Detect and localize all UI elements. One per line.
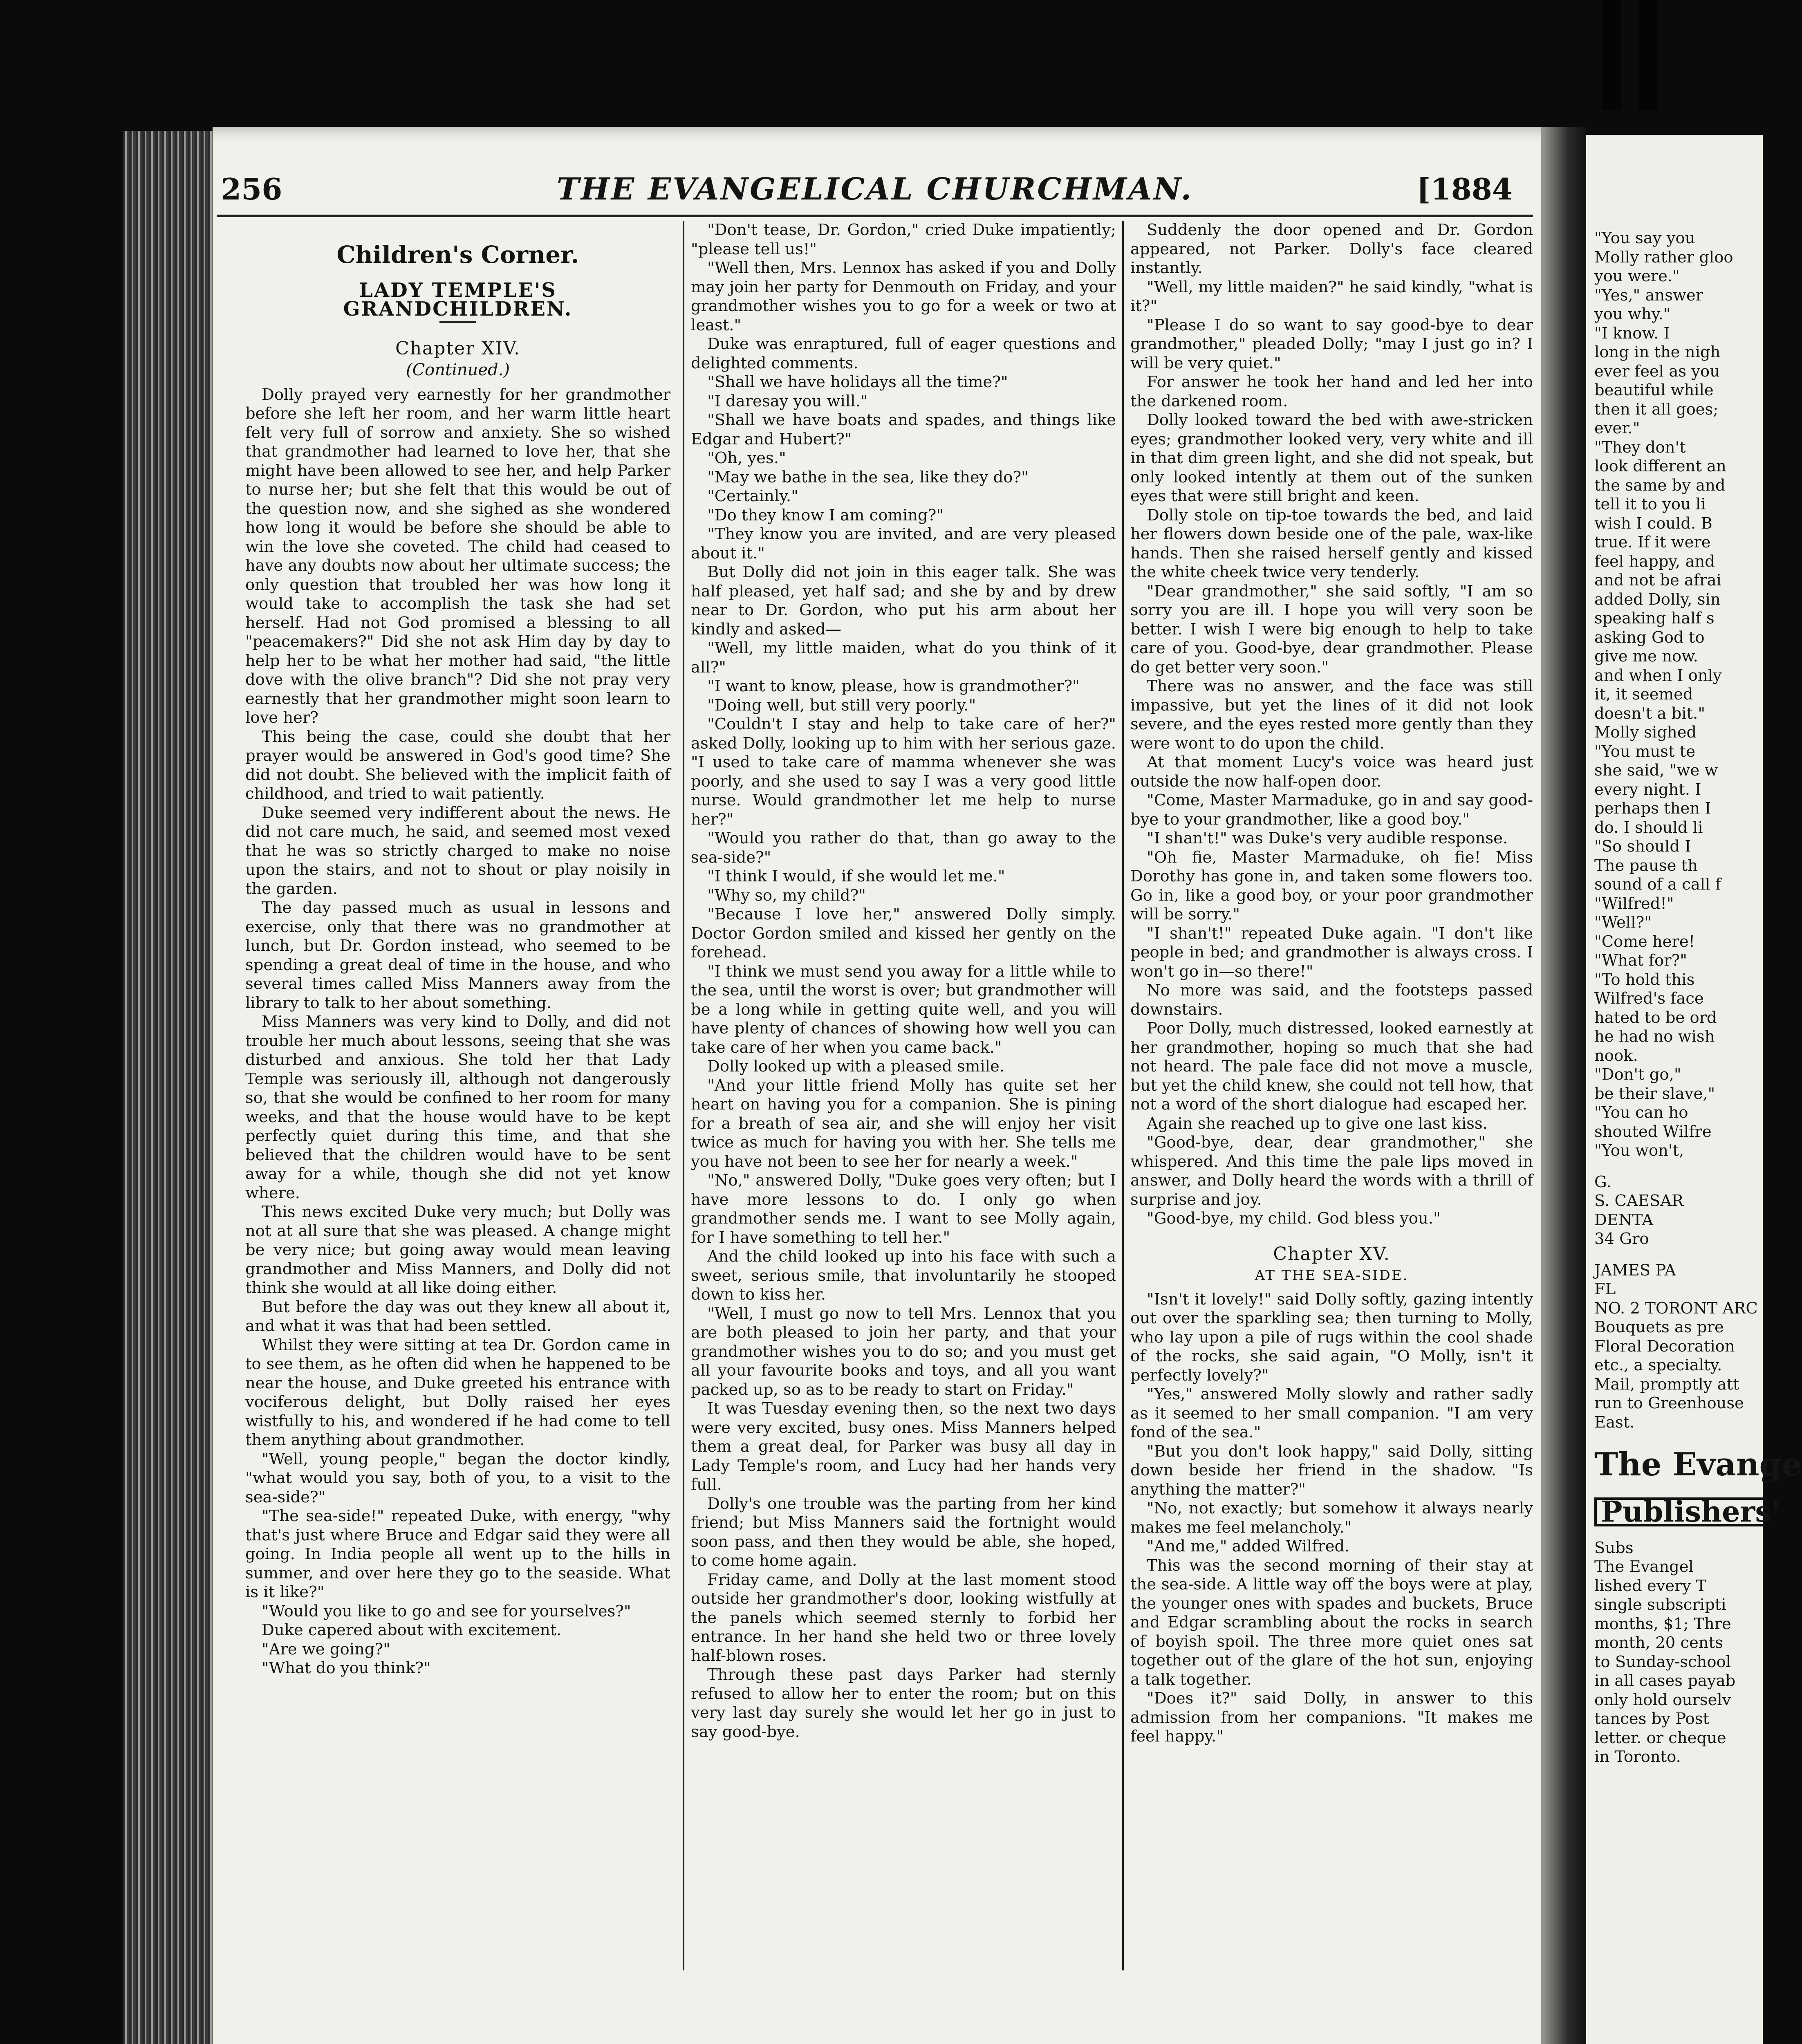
paragraph: "Would you like to go and see for yourselves?" xyxy=(262,1602,631,1620)
fragment-line: shouted Wilfre xyxy=(1594,1122,1712,1141)
fragment-line: "You can ho xyxy=(1594,1103,1688,1122)
paragraph: "Well, I must go now to tell Mrs. Lennox that you are both pleased to join her party, and that your grandmother wishes you to do so; and you must get all your favourite books and toys, and all you want packed up, so as to be ready to start on Friday." xyxy=(691,1304,1116,1399)
paragraph: "Because I love her," answered Dolly simply. Doctor Gordon smiled and kissed her gently on the forehead. xyxy=(691,905,1116,961)
paragraph: "What do you think?" xyxy=(262,1659,431,1677)
fragment-line: look different an xyxy=(1594,457,1726,475)
title-rule xyxy=(439,321,476,323)
fragment-line: in Toronto. xyxy=(1594,1748,1681,1766)
paragraph: Duke was enraptured, full of eager questions and delighted comments. xyxy=(691,335,1116,372)
fragment-line: single subscripti xyxy=(1594,1596,1726,1614)
issue-year: [1884 xyxy=(1416,172,1513,206)
paragraph: Dolly stole on tip-toe towards the bed, and laid her flowers down beside one of the pale, wax-like hands. Then she raised herself gently and kissed the white cheek twice very tenderly. xyxy=(1130,506,1533,581)
fragment-line: it, it seemed xyxy=(1594,685,1693,704)
fragment-line: DENTA xyxy=(1594,1210,1654,1229)
facing-page-text xyxy=(1594,229,1802,1767)
fragment-line: "I know. I xyxy=(1594,324,1670,343)
paragraph: "Do they know I am coming?" xyxy=(707,506,944,524)
page-edge-stack xyxy=(123,131,221,2044)
fragment-line: The Evangel xyxy=(1594,1558,1694,1576)
fragment-line: NO. 2 TORONT ARC xyxy=(1594,1299,1758,1318)
column-3-text-continued xyxy=(1130,1290,1533,1746)
column-rule xyxy=(1122,221,1124,1970)
paragraph: "And me," added Wilfred. xyxy=(1147,1537,1350,1555)
paragraph: Dolly's one trouble was the parting from her kind friend; but Miss Manners said the fortnight would soon pass, and then they would be able, she hoped, to come home again. xyxy=(691,1494,1116,1570)
fragment-line: and not be afrai xyxy=(1594,571,1721,589)
fragment-line: letter. or cheque xyxy=(1594,1728,1726,1747)
fragment-line: tell it to you li xyxy=(1594,495,1706,513)
paragraph: Duke seemed very indifferent about the news. He did not care much, he said, and seemed most vexed that he was so strictly charged to make no noise upon the stairs, and not to shout or play noisily in the garden. xyxy=(245,803,670,898)
chapter-heading: Chapter XIV. xyxy=(395,338,520,359)
paragraph: "Couldn't I stay and help to take care of her?" asked Dolly, looking up to him with her serious gaze. "I used to take care of mamma whenever she was poorly, and she used to say I was a very good little nurse. Would grandmother let me help to nurse her?" xyxy=(691,715,1116,829)
paragraph: "Would you rather do that, than go away to the sea-side?" xyxy=(691,829,1116,867)
paragraph: Miss Manners was very kind to Dolly, and did not trouble her much about lessons, seeing that she was disturbed and anxious. She told her that Lady Temple was seriously ill, although not dangerously so, that she would be confined to her room for many weeks, and that the house would have to be kept perfectly quiet during this time, and that she believed that the children would have to be sent away for a while, though she did not yet know where. xyxy=(245,1013,670,1202)
fragment-line: "Come here! xyxy=(1594,932,1695,951)
fragment-line: beautiful while xyxy=(1594,381,1714,399)
paragraph: This news excited Duke very much; but Dolly was not at all sure that she was pleased. A change might be very nice; but going away would mean leaving grandmother and Miss Manners, and Dolly did not think she would at all like doing either. xyxy=(245,1203,670,1297)
fragment-line: ever feel as you xyxy=(1594,362,1720,381)
fragment-line: "What for?" xyxy=(1594,951,1687,970)
paragraph: "Oh fie, Master Marmaduke, oh fie! Miss Dorothy has gone in, and taken some flowers too. Go in, like a good boy, or your poor grandmother will be sorry." xyxy=(1130,848,1533,923)
fragment-line: give me now. xyxy=(1594,647,1698,666)
fragment-line: Floral Decoration xyxy=(1594,1337,1735,1356)
paragraph: Dolly looked up with a pleased smile. xyxy=(707,1057,1005,1076)
ad-heading: The Evange xyxy=(1594,1446,1802,1483)
page-number: 256 xyxy=(221,172,282,206)
fragment-line: feel happy, and xyxy=(1594,552,1715,571)
fragment-line: "Wilfred!" xyxy=(1594,894,1674,913)
fragment-line: S. CAESAR xyxy=(1594,1192,1684,1210)
paragraph: This was the second morning of their stay at the sea-side. A little way off the boys were at play, the younger ones with spades and buckets, Bruce and Edgar scrambling about the rocks in search of boyish spoil. The three more quiet ones sat together out of the glare of the hot sun, enjoying a talk together. xyxy=(1130,1556,1533,1689)
fragment-line: only hold ourselv xyxy=(1594,1690,1731,1709)
fragment-line: Subs xyxy=(1594,1538,1634,1557)
fragment-line: "You won't, xyxy=(1594,1141,1684,1160)
paragraph: "No," answered Dolly, "Duke goes very often; but I have more lessons to do. I only go when grandmother sends me. I want to see Molly again, for I have something to tell her." xyxy=(691,1171,1116,1247)
book-gutter xyxy=(1541,127,1586,2044)
paragraph: The day passed much as usual in lessons and exercise, only that there was no grandmother at lunch, but Dr. Gordon instead, who seemed to be spending a great deal of time in the house, and who several times called Miss Manners away from the library to talk to her about something. xyxy=(245,899,670,1012)
fragment-block xyxy=(1594,1173,1766,1249)
fragment-line: doesn't a bit." xyxy=(1594,704,1706,723)
fragment-line: perhaps then I xyxy=(1594,799,1711,818)
paragraph: For answer he took her hand and led her into the darkened room. xyxy=(1130,373,1533,410)
facing-page-fragment xyxy=(1586,135,1802,2044)
paragraph: Again she reached up to give one last kiss. xyxy=(1147,1114,1488,1133)
fragment-line: "You must te xyxy=(1594,742,1696,761)
paragraph: "Shall we have boats and spades, and things like Edgar and Hubert?" xyxy=(691,411,1116,448)
paragraph: "I think we must send you away for a little while to the sea, until the worst is over; but grandmother will be a long while in getting quite well, and you will have plenty of chances of showing how well you can take care of her when you came back." xyxy=(691,962,1116,1057)
continued-note: (Continued.) xyxy=(406,361,510,379)
paragraph: "Well, my little maiden, what do you think of it all?" xyxy=(691,639,1116,677)
paragraph: "Come, Master Marmaduke, go in and say good-bye to your grandmother, like a good boy." xyxy=(1130,791,1533,829)
fragment-line: Molly sighed xyxy=(1594,723,1697,742)
section-heading: Children's Corner. xyxy=(336,241,579,269)
paragraph: "Don't tease, Dr. Gordon," cried Duke impatiently; "please tell us!" xyxy=(691,221,1116,258)
fragment-line: the same by and xyxy=(1594,476,1726,495)
chapter-heading: Chapter XV. xyxy=(1273,1243,1390,1264)
paragraph: "Well then, Mrs. Lennox has asked if you and Dolly may join her party for Denmouth on Friday, and your grandmother wishes you to go for a week or two at least." xyxy=(691,259,1116,334)
paragraph: Friday came, and Dolly at the last moment stood outside her grandmother's door, looking wistfully at the panels which seemed sternly to forbid her entrance. In her hand she held two or three lovely half-blown roses. xyxy=(691,1570,1116,1665)
paragraph: Duke capered about with excitement. xyxy=(262,1621,562,1639)
fragment-line: "Don't go," xyxy=(1594,1065,1681,1084)
fragment-block xyxy=(1594,1261,1766,1432)
fragment-line: true. If it were xyxy=(1594,533,1711,551)
fragment-block xyxy=(1594,1539,1766,1767)
fragment-line: do. I should li xyxy=(1594,818,1703,837)
fragment-line: added Dolly, sin xyxy=(1594,590,1721,609)
fragment-line: etc., a specialty. xyxy=(1594,1356,1722,1374)
fragment-line: Molly rather gloo xyxy=(1594,248,1733,267)
column-3 xyxy=(1130,221,1533,2044)
paragraph: "I shan't!" was Duke's very audible response. xyxy=(1147,829,1508,847)
fragment-line: ever." xyxy=(1594,419,1640,437)
paragraph: Dolly looked toward the bed with awe-stricken eyes; grandmother looked very, very white and ill in that dim green light, and she did not speak, but only looked intently at them out of the sunken eyes that were still bright and keen. xyxy=(1130,411,1533,505)
paragraph: "The sea-side!" repeated Duke, with energy, "why that's just where Bruce and Edgar said they were all going. In India people all went up to the hills in summer, and over here they go to the seaside. What is it like?" xyxy=(245,1507,670,1601)
paragraph: This being the case, could she doubt that her prayer would be answered in God's good time? She did not doubt. She believed with the implicit faith of childhood, and tried to wait patiently. xyxy=(245,727,670,803)
fragment-line: "Yes," answer xyxy=(1594,286,1703,305)
fragment-line: East. xyxy=(1594,1413,1635,1432)
fragment-line: nook. xyxy=(1594,1046,1638,1065)
paragraph: Whilst they were sitting at tea Dr. Gordon came in to see them, as he often did when he happened to be near the house, and Duke greeted his entrance with vociferous delight, but Dolly raised her eyes wistfully to his, and wondered if he had come to tell them anything about grandmother. xyxy=(245,1336,670,1449)
paragraph: "Does it?" said Dolly, in answer to this admission from her companions. "It makes me feel happy." xyxy=(1130,1689,1533,1746)
fragment-line: 34 Gro xyxy=(1594,1230,1649,1248)
header-rule xyxy=(217,215,1533,217)
paragraph: "I think I would, if she would let me." xyxy=(707,867,1005,885)
ad-heading-boxed: Publishers' xyxy=(1594,1497,1766,1526)
fragment-line: be their slave," xyxy=(1594,1084,1715,1103)
paragraph: "Shall we have holidays all the time?" xyxy=(707,373,1008,391)
column-3-text xyxy=(1130,221,1533,1228)
fragment-line: wish I could. B xyxy=(1594,514,1712,533)
chapter-subtitle: AT THE SEA-SIDE. xyxy=(1255,1267,1409,1284)
paragraph: "But you don't look happy," said Dolly, sitting down beside her friend in the shadow. "Is anything the matter?" xyxy=(1130,1442,1533,1499)
fragment-line: G. xyxy=(1594,1172,1611,1191)
paragraph: "And your little friend Molly has quite set her heart on having you for a companion. She is pining for a breath of sea air, and she will enjoy her visit twice as much for having you with her. She tells me you have not been to see her for nearly a week." xyxy=(691,1076,1116,1171)
story-title: LADY TEMPLE'S GRANDCHILDREN. xyxy=(343,278,573,320)
paragraph: No more was said, and the footsteps passed downstairs. xyxy=(1130,981,1533,1019)
fragment-line: you why." xyxy=(1594,305,1671,323)
fragment-line: every night. I xyxy=(1594,780,1701,799)
paragraph: At that moment Lucy's voice was heard just outside the now half-open door. xyxy=(1130,753,1533,791)
fragment-line: in all cases payab xyxy=(1594,1672,1736,1690)
paragraph: "Certainly." xyxy=(707,487,798,505)
fragment-line: tances by Post xyxy=(1594,1710,1709,1728)
paragraph: Suddenly the door opened and Dr. Gordon appeared, not Parker. Dolly's face cleared instantly. xyxy=(1130,221,1533,277)
fragment-line: Wilfred's face xyxy=(1594,989,1704,1008)
fragment-line: asking God to xyxy=(1594,628,1705,647)
fragment-line: month, 20 cents xyxy=(1594,1634,1723,1652)
fragment-line: he had no wish xyxy=(1594,1027,1715,1046)
fragment-line: speaking half s xyxy=(1594,609,1715,628)
paragraph: But Dolly did not join in this eager talk. She was half pleased, yet half sad; and she by and by drew near to Dr. Gordon, who put his arm about her kindly and asked— xyxy=(691,563,1116,639)
fragment-line: then it all goes; xyxy=(1594,400,1719,419)
fragment-line: long in the nigh xyxy=(1594,343,1721,361)
fragment-line: "You say you xyxy=(1594,229,1695,247)
fragment-line: you were." xyxy=(1594,267,1680,285)
paragraph: "Well, my little maiden?" he said kindly, "what is it?" xyxy=(1130,278,1533,315)
paragraph: There was no answer, and the face was still impassive, but yet the lines of it did not look severe, and the eyes rested more gently than they were wont to do upon the child. xyxy=(1130,677,1533,753)
paragraph: "May we bathe in the sea, like they do?" xyxy=(707,468,1029,486)
column-rule xyxy=(683,221,684,1970)
fragment-line: The pause th xyxy=(1594,856,1698,875)
film-edge-bar xyxy=(1639,0,1658,110)
fragment-line: hated to be ord xyxy=(1594,1008,1717,1027)
paragraph: It was Tuesday evening then, so the next two days were very excited, busy ones. Miss Manners helped them a great deal, for Parker was busy all day in Lady Temple's room, and Lucy had her hands very full. xyxy=(691,1399,1116,1494)
fragment-line: run to Greenhouse xyxy=(1594,1394,1744,1412)
film-edge-bar xyxy=(1603,0,1621,110)
paragraph: "Oh, yes." xyxy=(707,449,786,467)
paragraph: "Doing well, but still very poorly." xyxy=(707,696,976,715)
fragment-line: Bouquets as pre xyxy=(1594,1318,1724,1336)
paragraph: "Isn't it lovely!" said Dolly softly, gazing intently out over the sparkling sea; then turning to Molly, who lay upon a pile of rugs within the cool shade of the rocks, she said again, "O Molly, isn't it perfectly lovely?" xyxy=(1130,1290,1533,1385)
paragraph: "No, not exactly; but somehow it always nearly makes me feel melancholy." xyxy=(1130,1499,1533,1537)
paragraph: "Please I do so want to say good-bye to dear grandmother," pleaded Dolly; "may I just go in? I will be very quiet." xyxy=(1130,316,1533,372)
paragraph: And the child looked up into his face with such a sweet, serious smile, that involuntarily he stooped down to kiss her. xyxy=(691,1247,1116,1304)
fragment-block xyxy=(1594,229,1766,1161)
fragment-line: JAMES PA xyxy=(1594,1261,1676,1280)
fragment-line: and when I only xyxy=(1594,666,1722,685)
paragraph: Dolly prayed very earnestly for her grandmother before she left her room, and her warm little heart felt very full of sorrow and anxiety. She so wished that grandmother had learned to love her, that she might have been allowed to see her, and help Parker to nurse her; but she felt that this would be out of the question now, and she sighed as she wondered how long it would be before she should be able to win the love she coveted. The child had ceased to have any doubts now about her ultimate success; the only question that troubled her was how long it would take to accomplish the task she had set herself. Had not God promised a blessing to all "peacemakers?" Did she not ask Him day by day to help her to be what her mother had said, "the little dove with the olive branch"? Did she not pray very earnestly that her grandmother might soon learn to love her? xyxy=(245,385,670,727)
paragraph: "Are we going?" xyxy=(262,1640,390,1659)
paragraph: "Well, young people," began the doctor kindly, "what would you say, both of you, to a visit to the sea-side?" xyxy=(245,1450,670,1506)
paragraph: "They know you are invited, and are very pleased about it." xyxy=(691,525,1116,563)
paragraph: "I daresay you will." xyxy=(707,392,868,410)
fragment-line: "Well?" xyxy=(1594,913,1652,932)
column-2 xyxy=(691,221,1116,2044)
fragment-line: "To hold this xyxy=(1594,970,1695,989)
paragraph: Poor Dolly, much distressed, looked earnestly at her grandmother, hoping so much that she had not heard. The pale face did not move a muscle, but yet the child knew, she could not tell how, that not a word of the short dialogue had escaped her. xyxy=(1130,1019,1533,1114)
column-2-text xyxy=(691,221,1116,1741)
fragment-line: sound of a call f xyxy=(1594,875,1721,894)
paragraph: Through these past days Parker had sternly refused to allow her to enter the room; but on this very last day surely she would let her go in just to say good-bye. xyxy=(691,1665,1116,1741)
column-1-text xyxy=(245,385,670,1678)
paragraph: "Why so, my child?" xyxy=(707,886,866,905)
paragraph: "Good-bye, my child. God bless you." xyxy=(1147,1209,1441,1228)
fragment-line: FL xyxy=(1594,1280,1616,1298)
paragraph: "Dear grandmother," she said softly, "I am so sorry you are ill. I hope you will very soon be better. I wish I were big enough to help to take care of you. Good-bye, dear grandmother. Please do get better very soon." xyxy=(1130,582,1533,677)
column-1 xyxy=(245,221,670,2044)
fragment-line: Mail, promptly att xyxy=(1594,1375,1739,1394)
paragraph: "I want to know, please, how is grandmother?" xyxy=(707,677,1080,695)
paragraph: But before the day was out they knew all about it, and what it was that had been settled. xyxy=(245,1298,670,1335)
fragment-line: lished every T xyxy=(1594,1576,1707,1595)
fragment-line: "They don't xyxy=(1594,438,1686,457)
journal-title: THE EVANGELICAL CHURCHMAN. xyxy=(556,172,1193,207)
fragment-line: she said, "we w xyxy=(1594,761,1718,780)
paragraph: "I shan't!" repeated Duke again. "I don't like people in bed; and grandmother is always cross. I won't go in—so there!" xyxy=(1130,924,1533,981)
paragraph: "Good-bye, dear, dear grandmother," she whispered. And this time the pale lips moved in answer, and Dolly heard the words with a thrill of surprise and joy. xyxy=(1130,1133,1533,1209)
fragment-line: months, $1; Thre xyxy=(1594,1614,1731,1633)
paragraph: "Yes," answered Molly slowly and rather sadly as it seemed to her small companion. "I am very fond of the sea." xyxy=(1130,1385,1533,1441)
running-head xyxy=(221,164,1529,213)
fragment-line: to Sunday-school xyxy=(1594,1652,1731,1671)
fragment-line: "So should I xyxy=(1594,837,1691,856)
